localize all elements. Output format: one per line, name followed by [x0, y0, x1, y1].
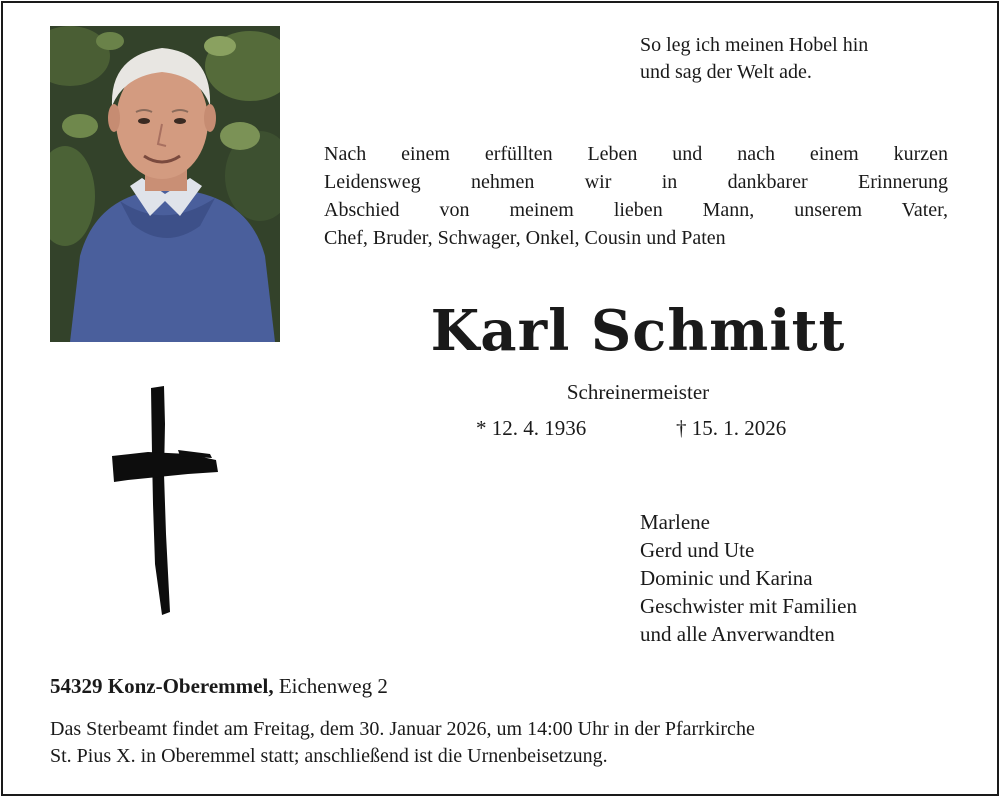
service-notice: [50, 716, 960, 770]
family-member: Geschwister mit Familien: [640, 594, 857, 618]
deceased-name: Karl Schmitt: [430, 298, 846, 364]
family-list: [640, 508, 980, 648]
family-member: Dominic und Karina: [640, 566, 813, 590]
motto-line-1: So leg ich meinen Hobel hin: [640, 34, 869, 56]
address: [50, 674, 388, 699]
portrait-photo: [50, 26, 280, 342]
notice-line-1: Das Sterbeamt findet am Freitag, dem 30. Januar 2026, um 14:00 Uhr in der Pfarrkirche: [50, 718, 755, 740]
motto-line-2: und sag der Welt ade.: [640, 61, 812, 83]
cross-icon: [108, 384, 223, 620]
intro-line-2: Leidensweg nehmen wir in dankbarer Erinnerung: [324, 171, 948, 193]
family-member: und alle Anverwandten: [640, 622, 835, 646]
family-member: Gerd und Ute: [640, 538, 755, 562]
motto: [640, 32, 970, 86]
intro-text: [324, 140, 948, 252]
intro-line-4: Chef, Bruder, Schwager, Onkel, Cousin und Paten: [324, 227, 726, 249]
address-city: 54329 Konz-Oberemmel,: [50, 674, 274, 698]
birth-date: * 12. 4. 1936: [476, 416, 587, 440]
intro-line-1: Nach einem erfüllten Leben und nach einem kurzen: [324, 143, 948, 165]
intro-line-3: Abschied von meinem lieben Mann, unserem Vater,: [324, 199, 948, 221]
notice-line-2: St. Pius X. in Oberemmel statt; anschließend ist die Urnenbeisetzung.: [50, 745, 608, 767]
family-member: Marlene: [640, 510, 710, 534]
address-street: Eichenweg 2: [278, 674, 388, 698]
deceased-profession: Schreinermeister: [566, 380, 710, 404]
death-date: † 15. 1. 2026: [676, 416, 787, 440]
